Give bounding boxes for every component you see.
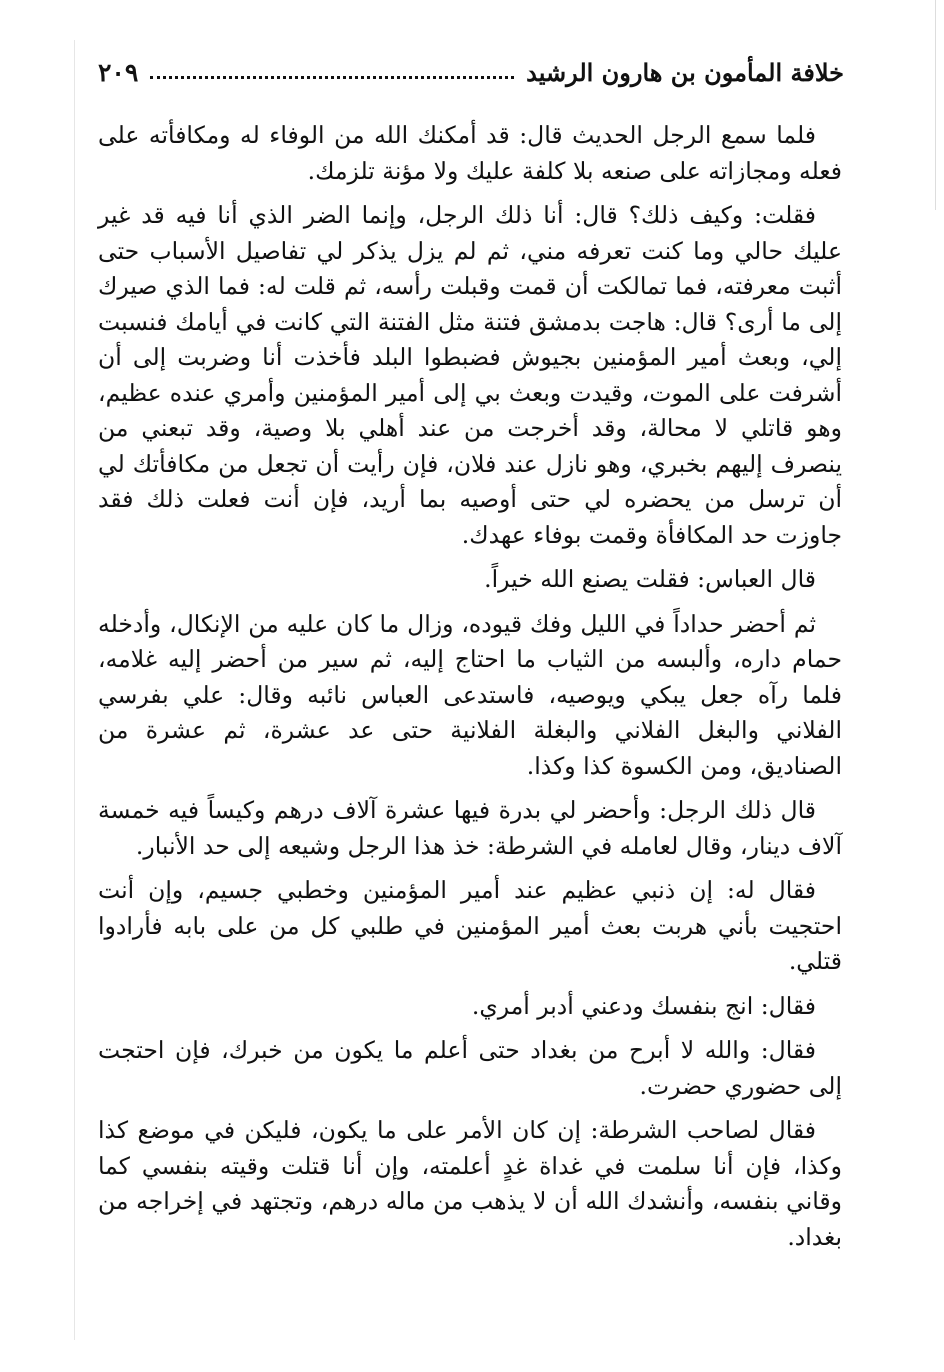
- paragraph: فقال له: إن ذنبي عظيم عند أمير المؤمنين وخطبي جسيم، وإن أنت احتجيت بأني هربت بعث أمير المؤمنين في طلبي كل من على بابه فأرادوا قتلي.: [98, 876, 842, 975]
- paragraph: فقال لصاحب الشرطة: إن كان الأمر على ما يكون، فليكن في موضع كذا وكذا، فإن أنا سلمت في غداة غدٍ أعلمته، وإن أنا قتلت وقيته بنفسي كما وقاني بنفسه، وأنشدك الله أن لا يذهب من ماله درهم، وتجتهد في إخراجه من بغداد.: [98, 1116, 842, 1251]
- body-text: [98, 118, 842, 1264]
- dotted-leader: [150, 76, 514, 79]
- scan-edge-line: [74, 40, 75, 1340]
- paragraph: فقال: انج بنفسك ودعني أدبر أمري.: [471, 991, 816, 1020]
- page-header: [98, 52, 844, 92]
- paragraph: فقلت: وكيف ذلك؟ قال: أنا ذلك الرجل، وإنما الضر الذي أنا فيه قد غير عليك حالي وما كنت تعرفه مني، ثم لم يزل يذكر لي تفاصيل الأسباب حتى أثبت معرفته، فما تمالكت أن قمت وقبلت رأسه، ثم قلت له: فما الذي صيرك إلى ما أرى؟ قال: هاجت بدمشق فتنة مثل الفتنة التي كانت في أيامك فنسبت إلي، وبعث أمير المؤمنين بجيوش فضبطوا البلد فأخذت أنا وضربت إلى أن أشرفت على الموت، وقيدت وبعث بي إلى أمير المؤمنين وأمري عنده عظيم، وهو قاتلي لا محالة، وقد أخرجت من عند أهلي بلا وصية، وقد تبعني من ينصرف إليهم بخبري، وهو نازل عند فلان، فإن رأيت أن تجعل من مكافأتك لي أن ترسل من يحضره لي حتى أوصيه بما أريد، فإن أنت فعلت ذلك فقد جاوزت حد المكافأة وقمت بوفاء عهدك.: [98, 201, 842, 549]
- paragraph: فلما سمع الرجل الحديث قال: قد أمكنك الله من الوفاء له ومكافأته على فعله ومجازاته على صنعه بلا كلفة عليك ولا مؤنة تلزمك.: [98, 121, 842, 185]
- paragraph: قال ذلك الرجل: وأحضر لي بدرة فيها عشرة آلاف درهم وكيساً فيه خمسة آلاف دينار، وقال لعامله في الشرطة: خذ هذا الرجل وشيعه إلى حد الأنبار.: [98, 796, 842, 860]
- page-number: ٢٠٩: [98, 57, 139, 87]
- paragraph: قال العباس: فقلت يصنع الله خيراً.: [484, 565, 816, 593]
- scan-edge-line: [935, 0, 936, 210]
- paragraph: فقال: والله لا أبرح من بغداد حتى أعلم ما يكون من خبرك، فإن احتجت إلى حضوري حضرت.: [98, 1036, 842, 1100]
- running-title: خلافة المأمون بن هارون الرشيد: [526, 57, 844, 87]
- paragraph: ثم أحضر حداداً في الليل وفك قيوده، وزال ما كان عليه من الإنكال، وأدخله حمام داره، وألبسه من الثياب ما احتاج إليه، ثم سير من أحضر إليه غلامه، فلما رآه جعل يبكي ويوصيه، فاستدعى العباس نائبه وقال: علي بفرسي الفلاني والبغل الفلاني والبغلة الفلانية حتى عد عشرة، ثم عشرة من الصناديق، ومن الكسوة كذا وكذا.: [98, 609, 842, 780]
